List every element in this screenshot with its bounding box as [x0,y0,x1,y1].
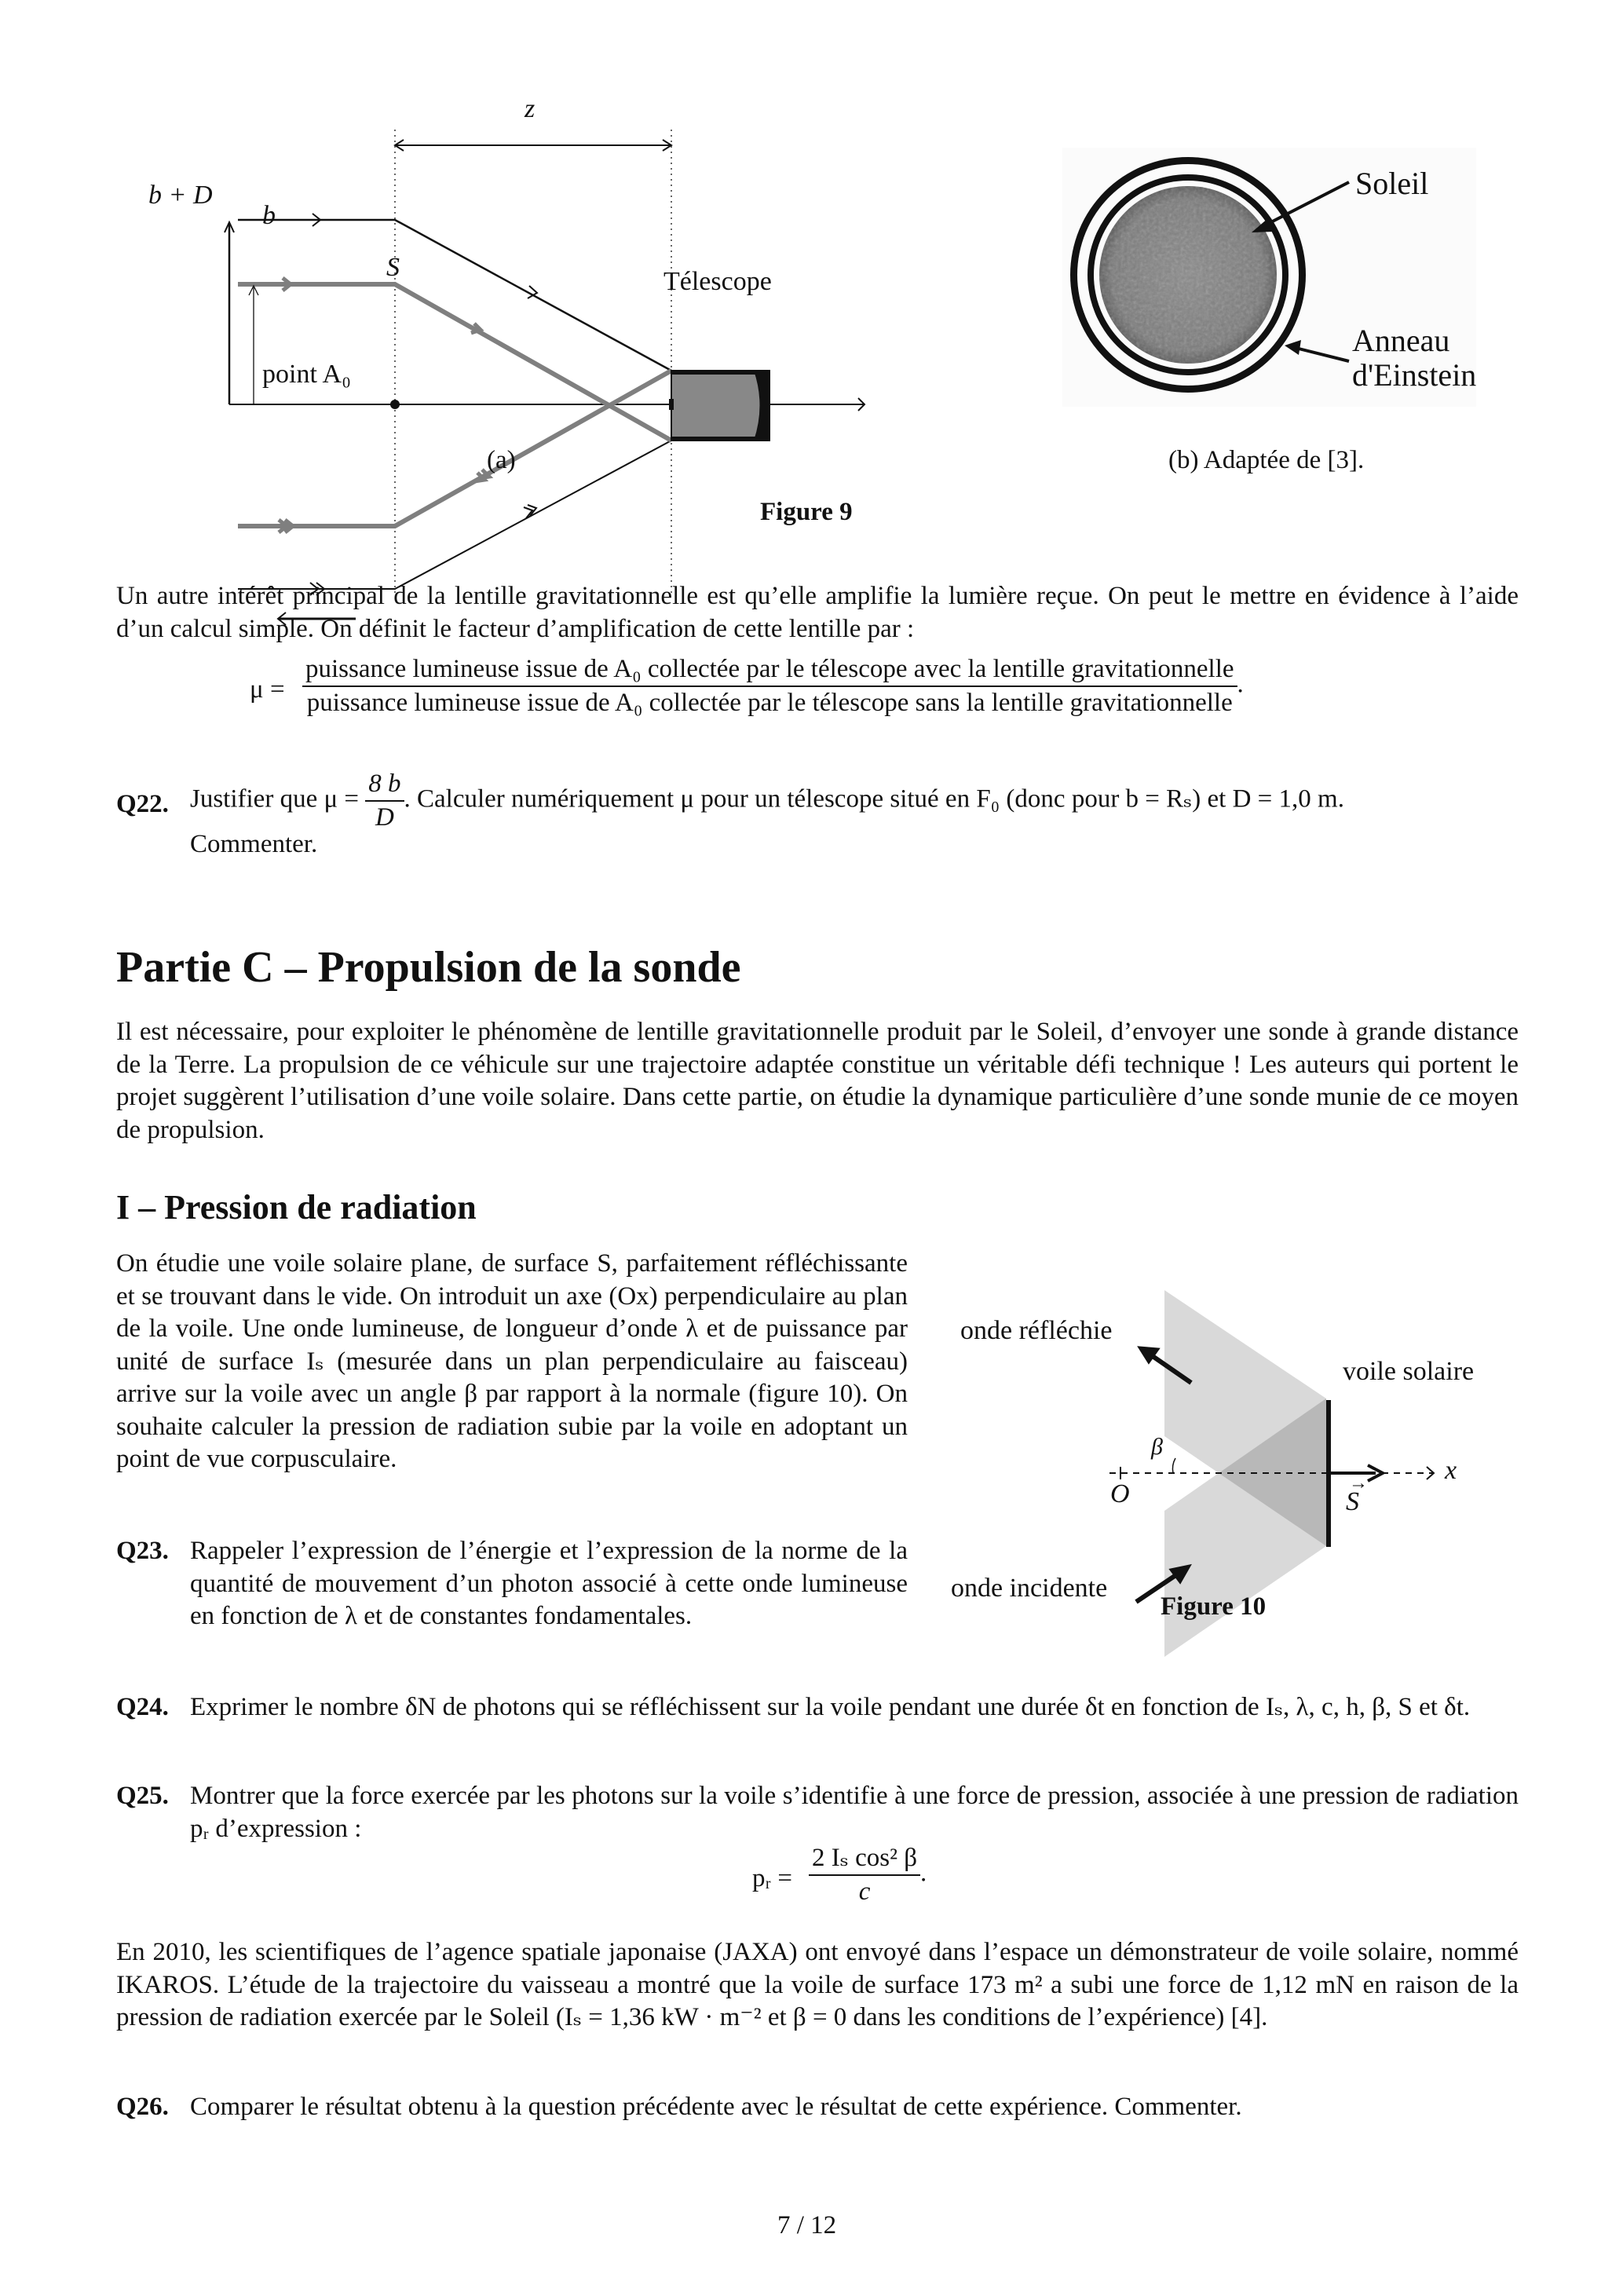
sun-label: Soleil [1355,166,1429,201]
sail-label: voile solaire [1343,1357,1475,1386]
q26-label: Q26. [116,2093,169,2121]
q23-label: Q23. [116,1537,169,1565]
q25-numerator: 2 Iₛ cos² β [809,1842,920,1876]
mu-definition [302,653,1244,719]
mu-numerator: puissance lumineuse issue de A₀ collectée par le télescope avec la lentille gravitationnelle [302,653,1237,687]
q22-text-a: Justifier que μ = [190,784,360,813]
ray-outer-bottom [238,441,671,589]
section-1-paragraph: On étudie une voile solaire plane, de surface S, parfaitement réfléchissante et se trouvant dans le vide. On introduit un axe (Ox) perpendiculaire au plan de la voile. Une onde lumineuse, de longueur d’onde λ et de puissance par unité de surface Iₛ (mesurée dans un plan perpendiculaire au faisceau) arrive sur la voile avec un angle β par rapport à la normale (figure 10). On souhaite calculer la pression de radiation subie par la voile en adoptant un point de vue corpusculaire. [116,1249,908,1473]
q22-frac-den: D [375,803,394,832]
amplification-paragraph: Un autre intérêt principal de la lentille gravitationnelle est qu’elle amplifie la lumière reçue. On peut le mettre en évidence à l’aide d’un calcul simple. On définit le facteur d’amplification de cette lentille par : [116,582,1519,643]
telescope-label: Télescope [663,267,772,296]
q25-label: Q25. [116,1782,169,1810]
figure-9-title: Figure 9 [760,498,853,526]
x-axis-label: x [1445,1456,1457,1485]
reflected-wave-label: onde réfléchie [960,1316,1113,1345]
q26-text: Comparer le résultat obtenu à la question précédente avec le résultat de cette expérience. Commenter. [190,2093,1242,2121]
q25-denominator: c [858,1877,871,1906]
figure-10-diagram [1109,1290,1434,1657]
q24 [116,1691,1519,1762]
ray-outer-top [238,220,671,371]
q25 [116,1780,1519,1851]
telescope-icon [669,371,769,441]
partie-c-paragraph: Il est nécessaire, pour exploiter le phénomène de lentille gravitationnelle produit par le Soleil, d’envoyer une sonde à grande distance de la Terre. La propulsion de ce véhicule sur une trajectoire adaptée constitue un véritable défi technique ! Les auteurs qui portent le projet suggèrent l’utilisation d’une voile solaire. Dans cette partie, on étudie la dynamique particulière d’une sonde munie de ce moyen de propulsion. [116,1018,1519,1144]
point-a0-label: point A₀ [262,360,351,389]
ring-label-line2: d'Einstein [1352,357,1477,393]
beta-angle-arc [1172,1458,1175,1473]
origin-label: O [1110,1479,1130,1508]
q25-formula [809,1842,927,1908]
incident-wave-label: onde incidente [951,1574,1108,1603]
q23 [116,1535,908,1637]
q25-text: Montrer que la force exercée par les photons sur la voile s’identifie à une force de pression, associée à une pression de radiation pᵣ d’expression : [190,1782,1519,1843]
s-vector-label: → S [1346,1473,1368,1516]
s-point [390,400,400,409]
q22-text-b: . Calculer numériquement μ pour un télescope situé en F₀ (donc pour b = Rₛ) et D = 1,0 m. [404,784,1344,813]
q26 [116,2091,1519,2126]
q22-frac-num: 8 b [365,768,404,802]
q25-formula-lhs: pᵣ = [752,1864,792,1892]
mu-definition-lhs: μ = [250,675,285,704]
q24-text: Exprimer le nombre δN de photons qui se réfléchissent sur la voile pendant une durée δt en fonction de Iₛ, λ, c, h, β, S et δt. [190,1693,1471,1721]
page-number: 7 / 12 [777,2211,837,2239]
mu-denominator: puissance lumineuse issue de A₀ collectée par le télescope sans la lentille gravitationnelle [306,689,1233,717]
mu-end: . [1237,670,1244,699]
b-plus-d-label: b + D [148,181,213,210]
q25-end: . [920,1859,927,1888]
partie-c-title: Partie C – Propulsion de la sonde [116,943,741,992]
s-label: S [386,253,400,282]
section-1-title: I – Pression de radiation [116,1188,477,1227]
ray-inner-bottom [238,371,671,526]
s-vector-text: S [1346,1487,1359,1516]
figure-10-title: Figure 10 [1161,1592,1267,1621]
z-label: z [525,94,536,123]
beta-label: β [1151,1434,1163,1460]
b-label: b [262,201,276,230]
q22-label: Q22. [116,790,169,818]
q22-text-c: Commenter. [190,830,318,858]
ikaros-paragraph: En 2010, les scientifiques de l’agence spatiale japonaise (JAXA) ont envoyé dans l’espace un démonstrateur de voile solaire, nommé IKAROS. L’étude de la trajectoire du vaisseau a montré que la voile de surface 173 m² a subi une force de 1,12 mN en raison de la pression de radiation exercée par le Soleil (Iₛ = 1,36 kW · m⁻² et β = 0 dans les conditions de l’expérience) [4]. [116,1938,1519,2031]
figure-9b-caption: (b) Adaptée de [3]. [1168,446,1365,474]
figure-9a-caption: (a) [487,446,516,474]
q23-text: Rappeler l’expression de l’énergie et l’expression de la norme de la quantité de mouvement d’un photon associé à cette onde lumineuse en fonction de λ et de constantes fondamentales. [190,1537,908,1630]
q22-text [190,768,1344,834]
ring-label-line1: Anneau [1352,323,1450,358]
q24-label: Q24. [116,1693,169,1721]
